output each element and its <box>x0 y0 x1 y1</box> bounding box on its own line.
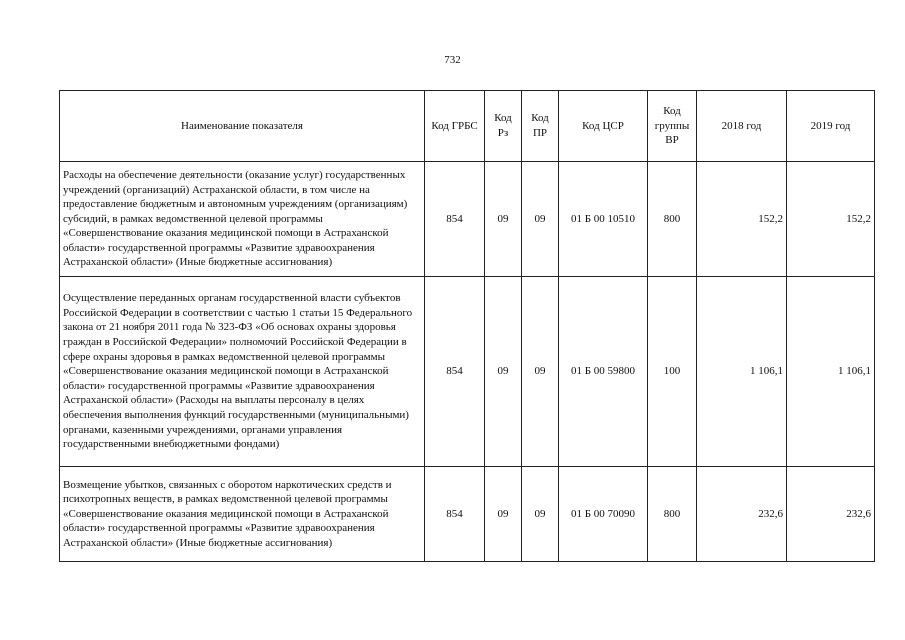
cell-2019: 232,6 <box>787 467 875 562</box>
cell-2019: 1 106,1 <box>787 277 875 467</box>
cell-rz: 09 <box>485 277 522 467</box>
cell-2018: 232,6 <box>697 467 787 562</box>
cell-grbs: 854 <box>425 162 485 277</box>
budget-table <box>59 90 875 562</box>
table-header-row <box>60 91 875 162</box>
cell-2019: 152,2 <box>787 162 875 277</box>
cell-csr: 01 Б 00 59800 <box>559 277 648 467</box>
table-row <box>60 467 875 562</box>
cell-pr: 09 <box>522 162 559 277</box>
cell-rz: 09 <box>485 467 522 562</box>
cell-csr: 01 Б 00 10510 <box>559 162 648 277</box>
cell-2018: 1 106,1 <box>697 277 787 467</box>
header-csr: Код ЦСР <box>559 91 648 162</box>
cell-name: Возмещение убытков, связанных с оборотом наркотических средств и психотропных веществ, в рамках ведомственной целевой программы «Совершенствование оказания медицинской помощи в Астраханской области» государственной программы «Развитие здравоохранения Астраханской области» (Иные бюджетные ассигнования) <box>60 467 425 562</box>
cell-pr: 09 <box>522 277 559 467</box>
cell-2018: 152,2 <box>697 162 787 277</box>
cell-name: Осуществление переданных органам государственной власти субъектов Российской Федерации в соответствии с частью 1 статьи 15 Федерального закона от 21 ноября 2011 года № 323-ФЗ «Об основах охраны здоровья граждан в Российской Федерации» полномочий Российской Федерации в сфере охраны здоровья в рамках ведомственной целевой программы «Совершенствование оказания медицинской помощи в Астраханской области» государственной программы «Развитие здравоохранения Астраханской области» (Расходы на выплаты персоналу в целях обеспечения выполнения функций государственными (муниципальными) органами, казенными учреждениями, органами управления государственными внебюджетными фондами) <box>60 277 425 467</box>
table-row <box>60 162 875 277</box>
cell-pr: 09 <box>522 467 559 562</box>
header-rz: Код Рз <box>485 91 522 162</box>
header-grbs: Код ГРБС <box>425 91 485 162</box>
cell-vr: 100 <box>648 277 697 467</box>
header-name: Наименование показателя <box>60 91 425 162</box>
cell-csr: 01 Б 00 70090 <box>559 467 648 562</box>
header-2019: 2019 год <box>787 91 875 162</box>
header-pr: Код ПР <box>522 91 559 162</box>
cell-name: Расходы на обеспечение деятельности (оказание услуг) государственных учреждений (организаций) Астраханской области, в том числе на предоставление бюджетным и автономным учреждениям (организациям) субсидий, в рамках ведомственной целевой программы «Совершенствование оказания медицинской помощи в Астраханской области» государственной программы «Развитие здравоохранения Астраханской области» (Иные бюджетные ассигнования) <box>60 162 425 277</box>
cell-vr: 800 <box>648 162 697 277</box>
cell-grbs: 854 <box>425 467 485 562</box>
cell-vr: 800 <box>648 467 697 562</box>
table-row <box>60 277 875 467</box>
cell-grbs: 854 <box>425 277 485 467</box>
header-2018: 2018 год <box>697 91 787 162</box>
header-vr: Код группы ВР <box>648 91 697 162</box>
cell-rz: 09 <box>485 162 522 277</box>
page-number: 732 <box>444 54 461 66</box>
